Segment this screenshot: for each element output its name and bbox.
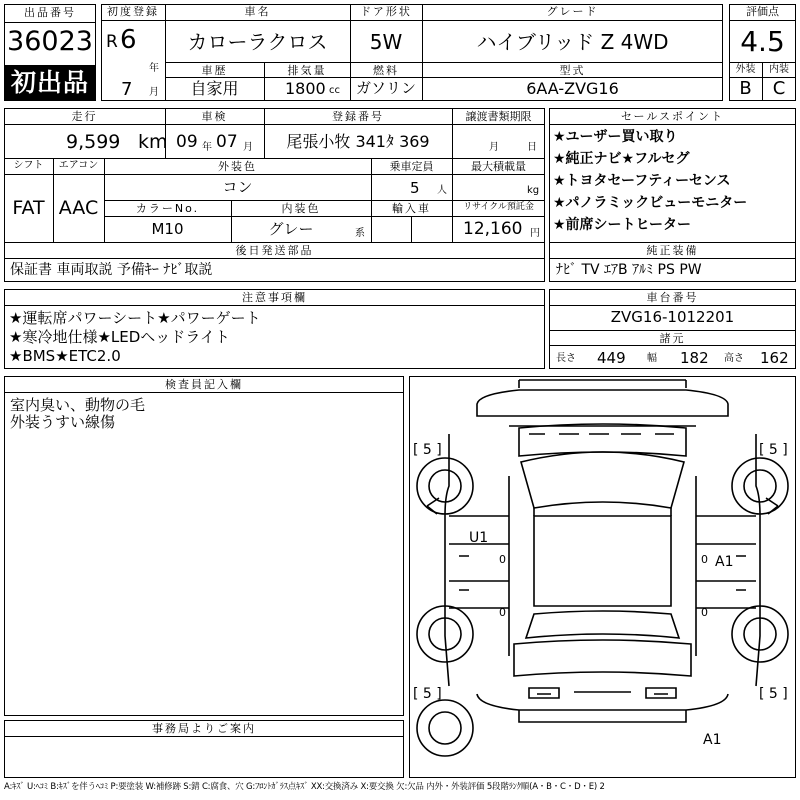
history: 自家用 <box>190 79 239 98</box>
car-damage-diagram <box>409 376 796 778</box>
import-label: 輸入車 <box>392 202 431 215</box>
inspection-year: 09 <box>176 132 198 152</box>
left-side-outline <box>445 434 449 686</box>
doc-day-unit: 日 <box>527 142 537 153</box>
sales-point-1: ★ユーザー買い取り <box>553 129 678 145</box>
mileage: 9,599 <box>66 131 121 153</box>
notes-label: 注意事項欄 <box>242 291 307 304</box>
document-deadline-label: 譲渡書類期限 <box>465 110 532 123</box>
rear-bumper <box>519 710 686 722</box>
first-listing-badge: 初出品 <box>5 65 95 100</box>
note-line-2: ★寒冷地仕様★LEDヘッドライト <box>9 328 230 346</box>
kg-unit: kg <box>527 185 540 196</box>
kei-unit: 系 <box>355 228 365 239</box>
recycle-fee: 12,160 <box>463 219 523 239</box>
zero-left-2: 0 <box>499 606 506 619</box>
mileage-label: 走行 <box>71 110 98 123</box>
zero-right: 0 <box>701 553 708 566</box>
inspection-month: 07 <box>216 132 238 152</box>
interior-label: 内装 <box>769 64 789 75</box>
displacement: 1800 <box>285 79 326 98</box>
capacity-label: 乗車定員 <box>389 160 434 173</box>
score: 4.5 <box>740 25 785 58</box>
windshield <box>521 452 684 508</box>
sales-point-3: ★トヨタセーフティーセンス <box>553 173 731 189</box>
sales-point-2: ★純正ナビ★フルセグ <box>553 151 690 167</box>
height: 162 <box>760 349 789 367</box>
front-bumper <box>519 380 686 388</box>
cc-unit: cc <box>329 85 340 96</box>
score-label: 評価点 <box>746 5 779 18</box>
km-unit: km <box>138 131 168 153</box>
interior-color-label: 内装色 <box>281 202 321 215</box>
shift-label: シフト <box>13 160 44 171</box>
fuel-label: 燃料 <box>373 64 399 77</box>
spare-wheel <box>417 700 473 756</box>
registration-label: 登録番号 <box>332 110 384 123</box>
hood-outline <box>477 390 728 416</box>
inspection-year-unit: 年 <box>202 142 212 153</box>
zero-right-2: 0 <box>701 606 708 619</box>
later-parts: 保証書 車両取説 予備ｷｰ ﾅﾋﾞ取説 <box>10 262 213 278</box>
zero-left: 0 <box>499 553 506 566</box>
note-line-1: ★運転席パワーシート★パワーゲート <box>9 309 261 327</box>
sales-point-5: ★前席シートヒーター <box>553 217 691 233</box>
color-number: M10 <box>151 220 184 238</box>
sales-point-label: セールスポイント <box>620 110 724 123</box>
max-load-label: 最大積載量 <box>471 160 526 173</box>
inspection-month-unit: 月 <box>243 142 253 153</box>
width-label: 幅 <box>647 353 657 364</box>
exterior-color-label: 外装色 <box>218 160 257 173</box>
interior-color: グレー <box>268 220 314 238</box>
car-name-label: 車名 <box>244 5 271 18</box>
right-side-outline <box>756 434 760 686</box>
tire-front-right: [ 5 ] <box>759 442 788 458</box>
displacement-label: 排気量 <box>287 64 327 77</box>
later-parts-label: 後日発送部品 <box>235 244 314 257</box>
fuel: ガソリン <box>355 79 416 97</box>
tire-rear-left: [ 5 ] <box>413 686 442 702</box>
rear-glass <box>526 611 679 638</box>
grade-label: グレード <box>546 5 599 18</box>
inspector-label: 検査員記入欄 <box>165 378 243 391</box>
lot-number-label: 出品番号 <box>24 6 76 19</box>
model-label: 型式 <box>559 64 586 77</box>
registration-number: 尾張小牧 341ﾀ 369 <box>286 132 430 151</box>
mark-right-side: A1 <box>715 554 734 570</box>
length-label: 長さ <box>556 353 576 364</box>
recycle-label: リサイクル預託金 <box>463 202 534 212</box>
inspector-line-1: 室内臭い、動物の毛 <box>10 396 146 414</box>
door-type: 5W <box>369 30 403 54</box>
tire-front-left: [ 5 ] <box>413 442 442 458</box>
color-number-label: カラーNo. <box>135 202 200 215</box>
model: 6AA-ZVG16 <box>526 79 619 98</box>
legend: A:ｷｽﾞ U:ﾍｺﾐ B:ｷｽﾞを伴うﾍｺﾐ P:要塗装 W:補修跡 S:錆 C:腐食、穴 G:ﾌﾛﾝﾄｶﾞﾗｽ点ｷｽﾞ XX:交換済み X:要交換 欠:欠品 内外・外装評価 5段階ﾗﾝｸ順(A・B・C・D・E) 2 <box>4 782 605 792</box>
chassis-label: 車台番号 <box>646 291 699 304</box>
month-unit: 月 <box>149 87 159 98</box>
capacity-unit: 人 <box>437 185 447 196</box>
year-unit: 年 <box>149 63 159 74</box>
inspector-line-2: 外装うすい線傷 <box>10 413 116 431</box>
mark-rear: A1 <box>703 732 722 748</box>
sales-point-4: ★パノラミックビューモニター <box>553 195 748 211</box>
yen-unit: 円 <box>530 228 540 239</box>
car-name: カローラクロス <box>187 30 328 54</box>
equipment: ﾅﾋﾞ TV ｴｱB ｱﾙﾐ PS PW <box>556 262 702 278</box>
width: 182 <box>680 349 709 367</box>
doc-month-unit: 月 <box>489 142 499 153</box>
chassis-number: ZVG16-1012201 <box>610 308 735 326</box>
roof <box>534 516 671 606</box>
equipment-label: 純正装備 <box>646 244 699 257</box>
exterior-grade: B <box>739 78 752 99</box>
exterior-color: コン <box>222 178 253 196</box>
mark-left-side: U1 <box>469 530 489 546</box>
first-reg-label: 初度登録 <box>107 5 159 18</box>
interior-grade: C <box>772 78 786 99</box>
era: R <box>106 32 118 52</box>
tire-rear-right: [ 5 ] <box>759 686 788 702</box>
length: 449 <box>597 349 626 367</box>
height-label: 高さ <box>724 353 744 364</box>
shift: FAT <box>12 197 45 219</box>
exterior-label: 外装 <box>735 64 756 75</box>
office-label: 事務局よりご案内 <box>152 722 256 735</box>
air-conditioner: AAC <box>58 197 99 219</box>
capacity: 5 <box>410 179 420 197</box>
inspection-label: 車検 <box>201 110 228 123</box>
reg-year: 6 <box>120 25 137 55</box>
lot-number: 36023 <box>7 26 93 57</box>
grade: ハイブリッド Z 4WD <box>476 30 669 54</box>
note-line-3: ★BMS★ETC2.0 <box>9 347 121 365</box>
rear-outline <box>514 640 691 676</box>
reg-month: 7 <box>121 79 133 100</box>
door-label: ドア形状 <box>360 5 412 18</box>
dimensions-label: 諸元 <box>659 332 686 345</box>
ac-label: エアコン <box>58 160 99 171</box>
history-label: 車歴 <box>201 64 228 77</box>
